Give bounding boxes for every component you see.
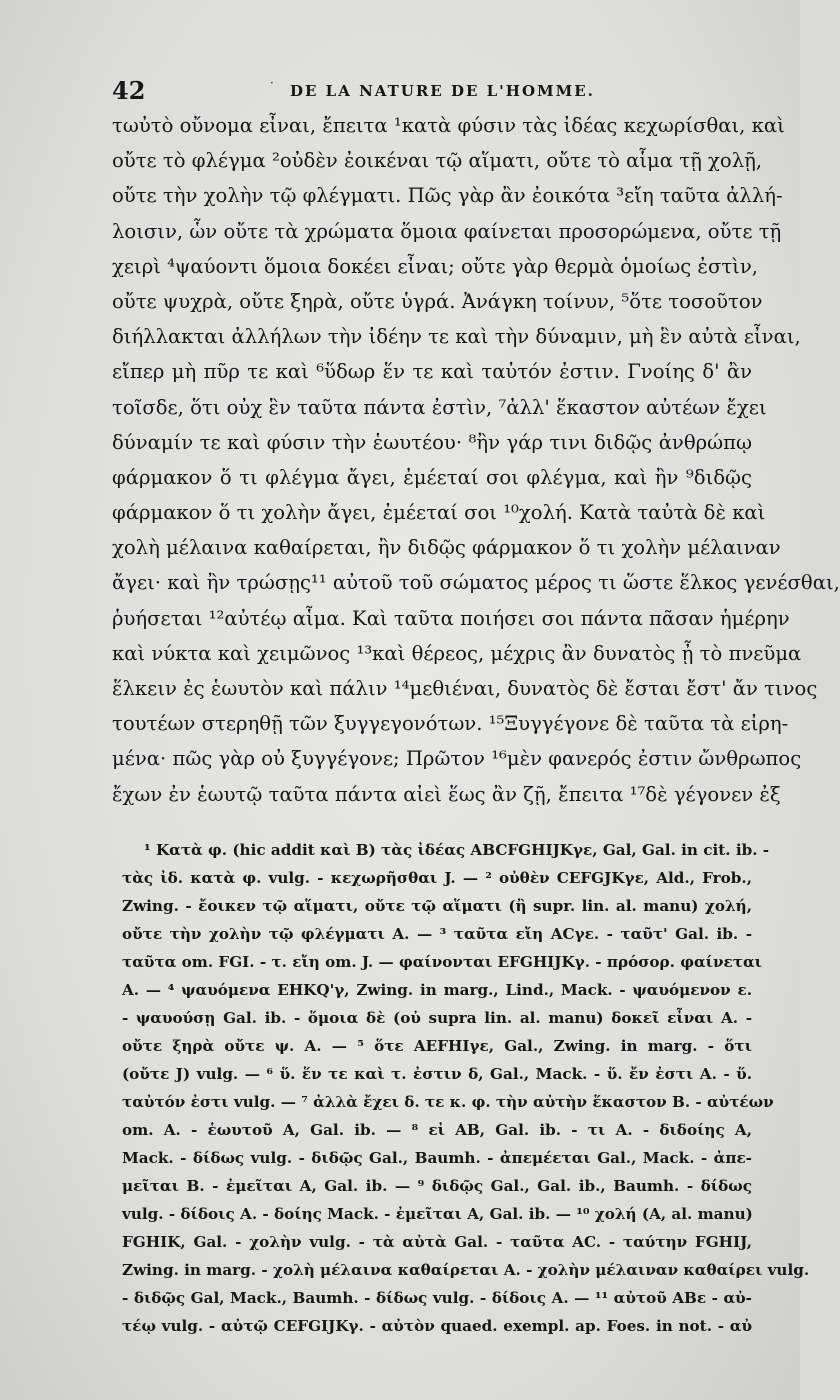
page-header	[112, 76, 752, 110]
footnote-line: - ψαυούσῃ Gal. ib. - ὅμοια δὲ (οὐ supra lin. al. manu) δοκεῖ εἶναι A. -	[122, 1009, 752, 1027]
text-line: τοῖσδε, ὅτι οὐχ ἓν ταῦτα πάντα ἐστὶν, ⁷ἀλλ' ἕκαστον αὐτέων ἔχει	[112, 395, 767, 419]
text-line: ἕλκειν ἐς ἑωυτὸν καὶ πάλιν ¹⁴μεθιέναι, δυνατὸς δὲ ἔσται ἔστ' ἄν τινος	[112, 677, 818, 700]
footnote-line: τὰς ἰδ. κατὰ φ. vulg. - κεχωρῆσθαι J. — ² οὐθὲν CEFGJKγε, Ald., Frob.,	[122, 869, 752, 887]
footnote-line: Mack. - δίδως vulg. - διδῷς Gal., Baumh. - ἀπεμέεται Gal., Mack. - ἀπε-	[122, 1149, 752, 1167]
header-dot: ·	[270, 76, 274, 90]
footnote-line: ¹ Κατὰ φ. (hic addit καὶ B) τὰς ἰδέας ABCFGHIJKγε, Gal, Gal. in cit. ib. -	[144, 841, 770, 859]
footnote-line: ταὐτόν ἐστι vulg. — ⁷ ἀλλὰ ἔχει δ. τε κ. φ. τὴν αὐτὴν ἕκαστον B. - αὐτέων	[122, 1093, 774, 1111]
footnote-line: Zwing. - ἔοικεν τῷ αἵματι, οὔτε τῷ αἵματι (ἢ supr. lin. al. manu) χολή,	[122, 897, 752, 915]
footnote-line: FGHIK, Gal. - χολὴν vulg. - τὰ αὐτὰ Gal. - ταῦτα AC. - ταύτην FGHIJ,	[122, 1233, 752, 1251]
footnote-line: τέῳ vulg. - αὐτῷ CEFGIJKγ. - αὐτὸν quaed. exempl. ap. Foes. in not. - αὐ	[122, 1317, 752, 1335]
text-line: εἴπερ μὴ πῦρ τε καὶ ⁶ὕδωρ ἕν τε καὶ ταὐτόν ἐστιν. Γνοίης δ' ἂν	[112, 360, 752, 384]
footnote-line: ταῦτα om. FGI. - τ. εἴη om. J. — φαίνονται EFGHIJKγ. - πρόσορ. φαίνεται	[122, 953, 763, 971]
footnote-line: om. A. - ἑωυτοῦ A, Gal. ib. — ⁸ εἰ AB, Gal. ib. - τι A. - διδοίης A,	[122, 1121, 752, 1139]
footnote-line: Zwing. in marg. - χολὴ μέλαινα καθαίρεται A. - χολὴν μέλαιναν καθαίρει vulg.	[122, 1261, 810, 1279]
page-number: 42	[112, 76, 146, 105]
footnote-line: - διδῷς Gal, Mack., Baumh. - δίδως vulg. - δίδοις A. — ¹¹ αὐτοῦ ABε - αὐ-	[122, 1289, 752, 1307]
footnote-line: μεῖται B. - ἐμεῖται A, Gal. ib. — ⁹ διδῷς Gal., Gal. ib., Baumh. - δίδως	[122, 1177, 752, 1195]
footnotes	[122, 836, 810, 1340]
text-line: τουτέων στερηθῇ τῶν ξυγγεγονότων. ¹⁵Ξυγγέγονε δὲ ταῦτα τὰ εἰρη-	[112, 712, 789, 736]
text-line: καὶ νύκτα καὶ χειμῶνος ¹³καὶ θέρεος, μέχρις ἂν δυνατὸς ᾖ τὸ πνεῦμα	[112, 641, 802, 665]
text-line: τωὐτὸ οὔνομα εἶναι, ἔπειτα ¹κατὰ φύσιν τὰς ἰδέας κεχωρίσθαι, καὶ	[112, 114, 785, 137]
text-line: φάρμακον ὅ τι φλέγμα ἄγει, ἐμέεταί σοι φλέγμα, καὶ ἢν ⁹διδῷς	[112, 465, 752, 489]
main-text	[112, 108, 840, 812]
footnote-line: A. — ⁴ ψαυόμενα EHKQ'γ, Zwing. in marg., Lind., Mack. - ψαυόμενον ε.	[122, 981, 752, 999]
text-line: μένα· πῶς γὰρ οὐ ξυγγέγονε; Πρῶτον ¹⁶μὲν φανερός ἐστιν ὤνθρωπος	[112, 747, 802, 771]
text-line: ἄγει· καὶ ἢν τρώσῃς¹¹ αὐτοῦ τοῦ σώματος μέρος τι ὥστε ἕλκος γενέσθαι,	[112, 571, 840, 595]
footnote-line: (οὔτε J) vulg. — ⁶ ὕ. ἕν τε καὶ τ. ἐστιν δ, Gal., Mack. - ὕ. ἔν ἐστι A. - ὕ.	[122, 1065, 752, 1083]
text-line: δύναμίν τε καὶ φύσιν τὴν ἑωυτέου· ⁸ἢν γάρ τινι διδῷς ἀνθρώπῳ	[112, 430, 752, 454]
text-line: οὔτε τὸ φλέγμα ²οὐδὲν ἐοικέναι τῷ αἵματι, οὔτε τὸ αἷμα τῇ χολῇ,	[112, 149, 763, 173]
text-line: ῥυήσεται ¹²αὐτέῳ αἷμα. Καὶ ταῦτα ποιήσει σοι πάντα πᾶσαν ἡμέρην	[112, 606, 790, 630]
footnote-line: vulg. - δίδοις A. - δοίης Mack. - ἐμεῖται A, Gal. ib. — ¹⁰ χολή (A, al. manu)	[122, 1205, 753, 1223]
text-line: οὔτε ψυχρὰ, οὔτε ξηρὰ, οὔτε ὑγρά. Ἀνάγκη τοίνυν, ⁵ὅτε τοσοῦτον	[112, 289, 763, 313]
text-line: φάρμακον ὅ τι χολὴν ἄγει, ἐμέεταί σοι ¹⁰χολή. Κατὰ ταὐτὰ δὲ καὶ	[112, 501, 766, 525]
text-line: χολὴ μέλαινα καθαίρεται, ἢν διδῷς φάρμακον ὅ τι χολὴν μέλαιναν	[112, 536, 781, 560]
footnote-line: οὔτε τὴν χολὴν τῷ φλέγματι A. — ³ ταῦτα εἴη ACγε. - ταῦτ' Gal. ib. -	[122, 925, 752, 943]
text-line: ἔχων ἐν ἑωυτῷ ταῦτα πάντα αἰεὶ ἕως ἂν ζῇ, ἔπειτα ¹⁷δὲ γέγονεν ἐξ	[112, 782, 781, 806]
text-line: οὔτε τὴν χολὴν τῷ φλέγματι. Πῶς γὰρ ἂν ἐοικότα ³εἴη ταῦτα ἀλλή-	[112, 184, 783, 208]
text-line: λοισιν, ὧν οὔτε τὰ χρώματα ὅμοια φαίνεται προσορώμενα, οὔτε τῇ	[112, 219, 782, 243]
footnote-line: οὔτε ξηρὰ οὔτε ψ. A. — ⁵ ὅτε AEFHIγε, Gal., Zwing. in marg. - ὅτι	[122, 1037, 752, 1055]
running-title: DE LA NATURE DE L'HOMME.	[290, 82, 595, 100]
text-line: διήλλακται ἀλλήλων τὴν ἰδέην τε καὶ τὴν δύναμιν, μὴ ἓν αὐτὰ εἶναι,	[112, 325, 801, 349]
text-line: χειρὶ ⁴ψαύοντι ὅμοια δοκέει εἶναι; οὔτε γὰρ θερμὰ ὁμοίως ἐστὶν,	[112, 254, 758, 278]
